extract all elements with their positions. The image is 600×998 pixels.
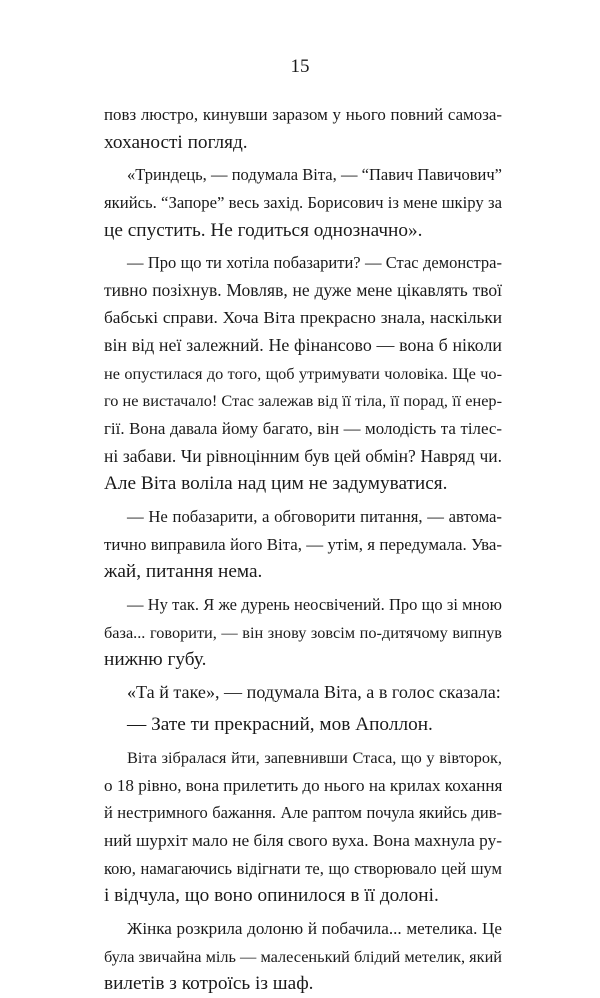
paragraph	[104, 503, 502, 586]
paragraph	[104, 161, 502, 244]
text-line: база... говорити, — він знову зовсім по-дитячому випнув	[104, 622, 502, 642]
text-line: тивно позіхнув. Мовляв, не дуже мене цікавлять твої	[104, 279, 502, 300]
text-line: він від неї залежний. Не фінансово — вона б ніколи	[104, 335, 502, 356]
text-body	[104, 101, 502, 998]
text-line: кою, намагаючись відігнати те, що створювало цей шум	[104, 858, 502, 878]
text-line: повз люстро, кинувши заразом у нього повний самоза-	[104, 105, 502, 124]
text-line: го не вистачало! Стас залежав від її тіла, її порад, її енер-	[104, 391, 502, 411]
text-line: і відчула, що воно опинилося в її долоні.	[104, 885, 439, 907]
text-line: Віта зібралася йти, запевнивши Стаса, що у вівторок,	[127, 748, 502, 768]
text-line: хоханості погляд.	[104, 131, 248, 153]
text-line: — Ну так. Я же дурень неосвічений. Про що зі мною	[127, 594, 502, 614]
paragraph	[104, 591, 502, 674]
text-line: — Зате ти прекрасний, мов Аполлон.	[127, 714, 433, 736]
paragraph	[104, 101, 502, 156]
text-line: нижню губу.	[104, 649, 207, 671]
paragraph	[104, 249, 502, 498]
text-line: ні забави. Чи рівноцінним був цей обмін? Навряд чи.	[104, 445, 502, 466]
text-line: Жінка розкрила долоню й побачила... метелика. Це	[127, 918, 502, 938]
text-line: — Не побазарити, а обговорити питання, — автома-	[127, 506, 502, 526]
text-line: «Триндець, — подумала Віта, — “Павич Павичович”	[127, 165, 502, 185]
text-line: Але Віта воліла над цим не задумуватися.	[104, 473, 448, 495]
text-line: о 18 рівно, вона прилетить до нього на крилах кохання	[104, 775, 503, 795]
text-line: це спустить. Не годиться однозначно».	[104, 219, 423, 241]
paragraph	[104, 711, 502, 739]
text-line: «Та й таке», — подумала Віта, а в голос сказала:	[127, 681, 501, 702]
text-line: гії. Вона давала йому багато, він — молодість та тілес-	[104, 419, 502, 439]
text-line: й нестримного бажання. Але раптом почула якийсь див-	[104, 803, 502, 823]
text-line: ний шурхіт мало не біля свого вуха. Вона махнула ру-	[104, 831, 502, 851]
text-line: жай, питання нема.	[104, 561, 263, 583]
paragraph	[104, 679, 502, 707]
text-line: — Про що ти хотіла побазарити? — Стас демонстра-	[127, 253, 502, 273]
paragraph	[104, 915, 502, 998]
page-number: 15	[290, 56, 310, 77]
text-line: не опустилася до того, щоб утримувати чоловіка. Ще чо-	[104, 363, 502, 383]
text-line: якийсь. “Запоре” весь захід. Борисович із мене шкіру за	[104, 192, 502, 212]
text-line: була звичайна міль — малесенький блідий метелик, який	[104, 946, 502, 966]
text-line: бабські справи. Хоча Віта прекрасно знала, наскільки	[104, 308, 502, 328]
text-line: тично виправила його Віта, — утім, я передумала. Ува-	[104, 534, 502, 554]
paragraph	[104, 744, 502, 910]
text-line: вилетів з котроїсь із шаф.	[104, 973, 314, 995]
